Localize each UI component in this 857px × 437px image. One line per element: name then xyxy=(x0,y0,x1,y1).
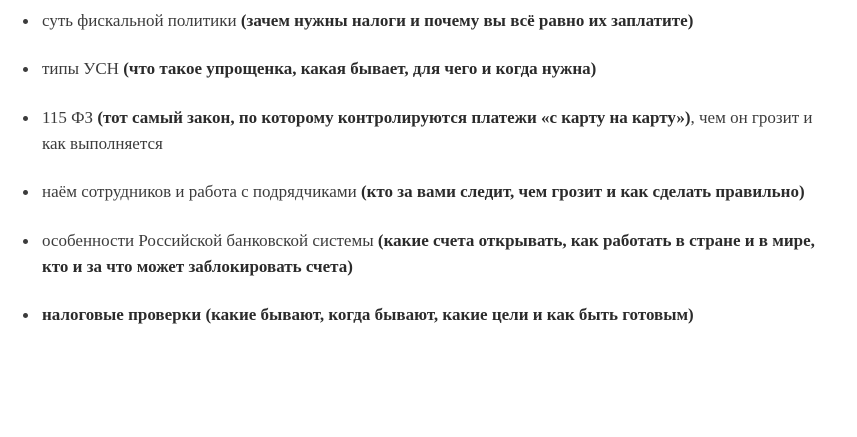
text-emphasis: (кто за вами следит, чем грозит и как сделать правильно) xyxy=(360,182,805,202)
list-item xyxy=(20,179,837,205)
text-plain: 115 ФЗ xyxy=(42,107,98,127)
list-item xyxy=(20,8,837,34)
text-emphasis: (какие счета открывать, как работать в стране и в мире, кто и за что может заблокировать счета) xyxy=(42,230,815,277)
list-item-text xyxy=(42,108,813,153)
topics-list xyxy=(20,8,837,329)
text-emphasis: (тот самый закон, по которому контролируются платежи «с карту на карту») xyxy=(97,107,691,127)
list-item xyxy=(20,105,837,158)
text-plain: суть фискальной политики xyxy=(42,11,241,30)
text-emphasis: налоговые проверки (какие бывают, когда бывают, какие цели и как быть готовым) xyxy=(42,305,694,325)
text-plain: типы УСН xyxy=(42,59,124,79)
text-plain: , чем он грозит и как выполняется xyxy=(42,107,813,154)
list-item xyxy=(20,302,837,328)
list-item-text xyxy=(42,231,815,276)
text-plain: наём сотрудников и работа с подрядчиками xyxy=(42,182,361,202)
list-item-text xyxy=(42,182,805,201)
text-emphasis: (что такое упрощенка, какая бывает, для чего и когда нужна) xyxy=(123,59,597,79)
list-item-text xyxy=(42,305,694,324)
list-item xyxy=(20,56,837,82)
list-item xyxy=(20,228,837,281)
text-plain: особенности Российской банковской системы xyxy=(42,230,378,250)
text-emphasis: (зачем нужны налоги и почему вы всё равно их заплатите) xyxy=(240,11,694,30)
list-item-text xyxy=(42,11,693,30)
list-item-text xyxy=(42,59,596,78)
